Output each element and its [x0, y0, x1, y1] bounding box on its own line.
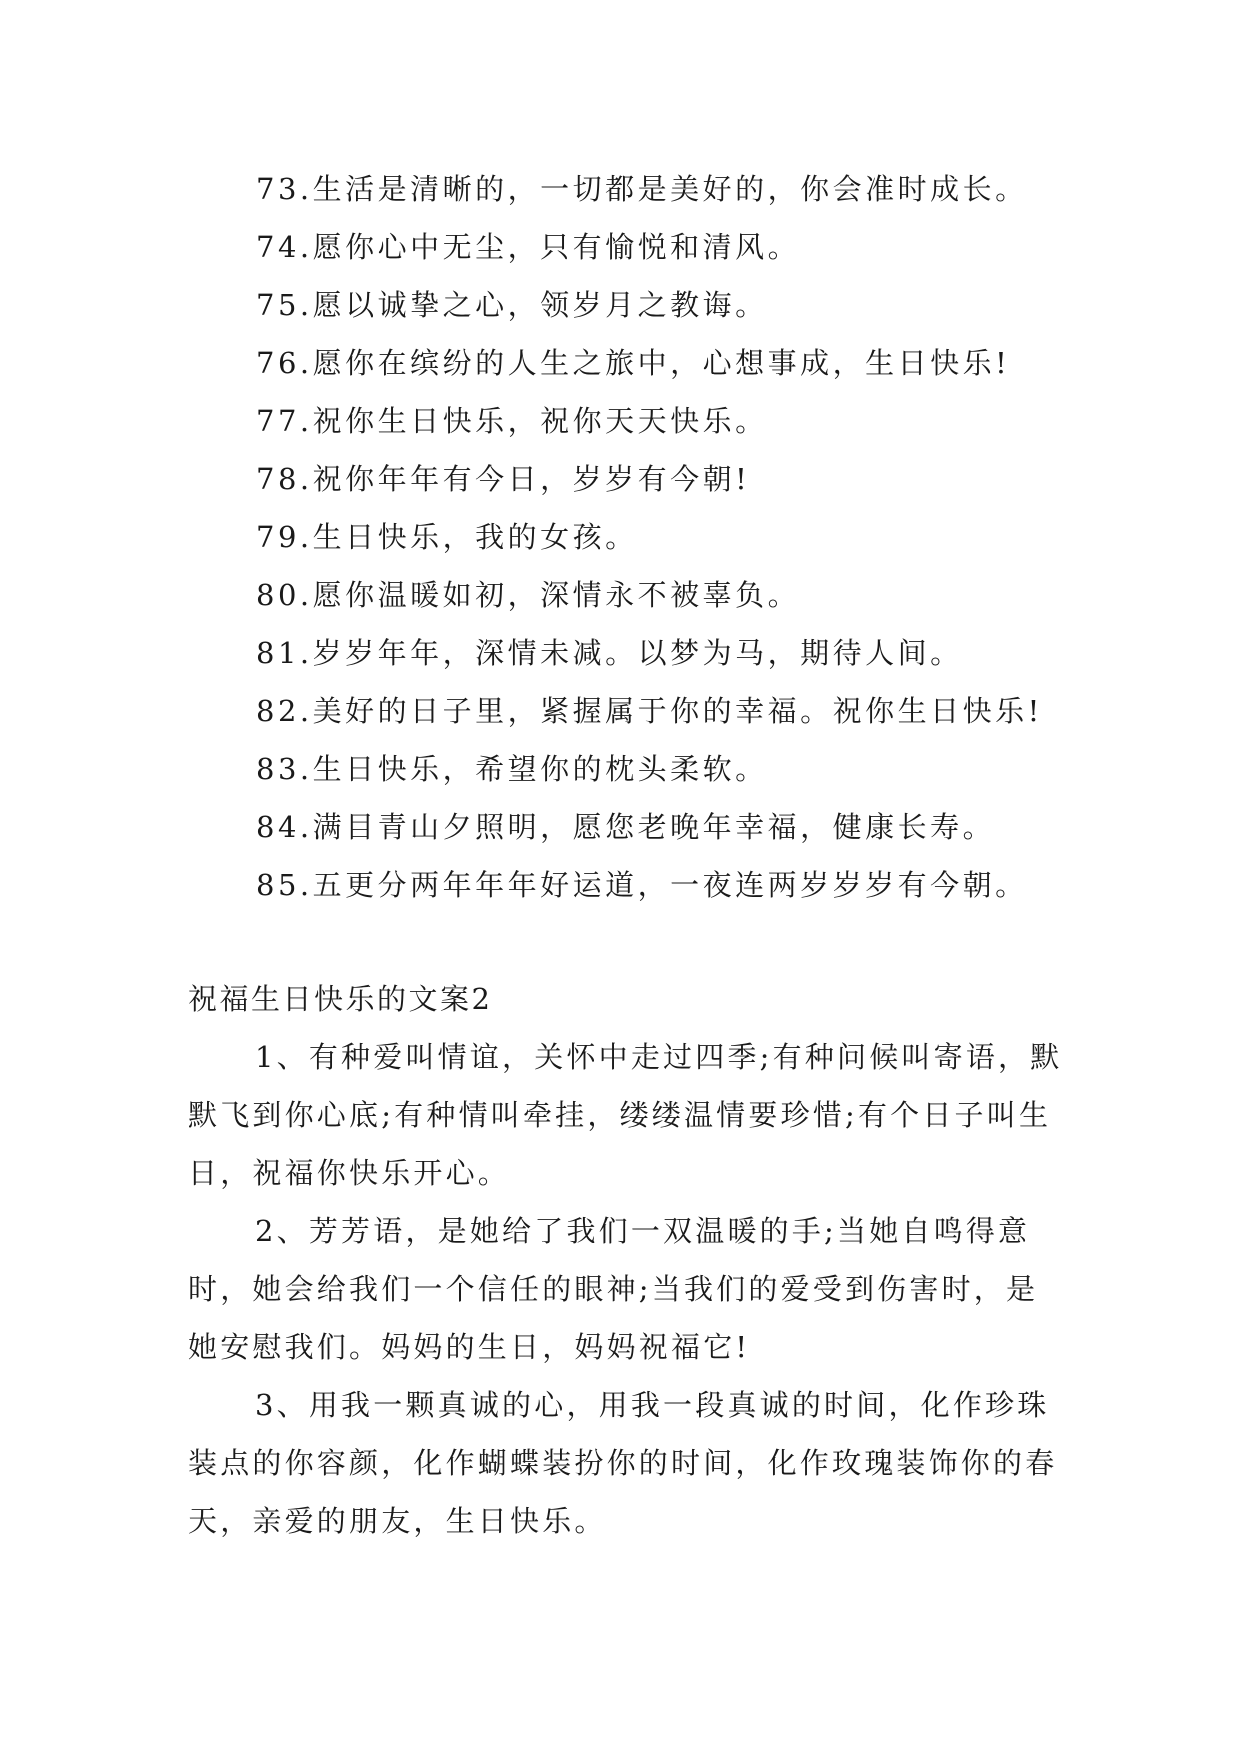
paragraph: 1、有种爱叫情谊，关怀中走过四季;有种问候叫寄语，默默飞到你心底;有种情叫牵挂，缕缕温情要珍惜;有个日子叫生日，祝福你快乐开心。 — [188, 1040, 1063, 1190]
section-body — [188, 1028, 1068, 1550]
list-item: 85.五更分两年年年好运道，一夜连两岁岁岁有今朝。 — [256, 868, 1028, 902]
paragraph: 3、用我一颗真诚的心，用我一段真诚的时间，化作珍珠装点的你容颜，化作蝴蝶装扮你的时间，化作玫瑰装饰你的春天，亲爱的朋友，生日快乐。 — [188, 1388, 1058, 1538]
list-item: 83.生日快乐，希望你的枕头柔软。 — [256, 752, 768, 786]
list-item: 84.满目青山夕照明，愿您老晚年幸福，健康长寿。 — [256, 810, 996, 844]
list-item: 77.祝你生日快乐，祝你天天快乐。 — [256, 404, 768, 438]
list-item: 73.生活是清晰的，一切都是美好的，你会准时成长。 — [256, 172, 1028, 206]
list-item: 75.愿以诚挚之心，领岁月之教诲。 — [256, 288, 768, 322]
list-item: 80.愿你温暖如初，深情永不被辜负。 — [256, 578, 801, 612]
wishes-list — [256, 160, 1156, 914]
list-item: 76.愿你在缤纷的人生之旅中，心想事成，生日快乐! — [256, 346, 1011, 380]
paragraph: 2、芳芳语，是她给了我们一双温暖的手;当她自鸣得意时，她会给我们一个信任的眼神;当我们的爱受到伤害时，是她安慰我们。妈妈的生日，妈妈祝福它! — [188, 1214, 1039, 1364]
list-item: 82.美好的日子里，紧握属于你的幸福。祝你生日快乐! — [256, 694, 1043, 728]
list-item: 74.愿你心中无尘，只有愉悦和清风。 — [256, 230, 801, 264]
list-item: 78.祝你年年有今日，岁岁有今朝! — [256, 462, 751, 496]
list-item: 79.生日快乐，我的女孩。 — [256, 520, 638, 554]
list-item: 81.岁岁年年，深情未减。以梦为马，期待人间。 — [256, 636, 963, 670]
section-heading: 祝福生日快乐的文案2 — [188, 982, 493, 1016]
